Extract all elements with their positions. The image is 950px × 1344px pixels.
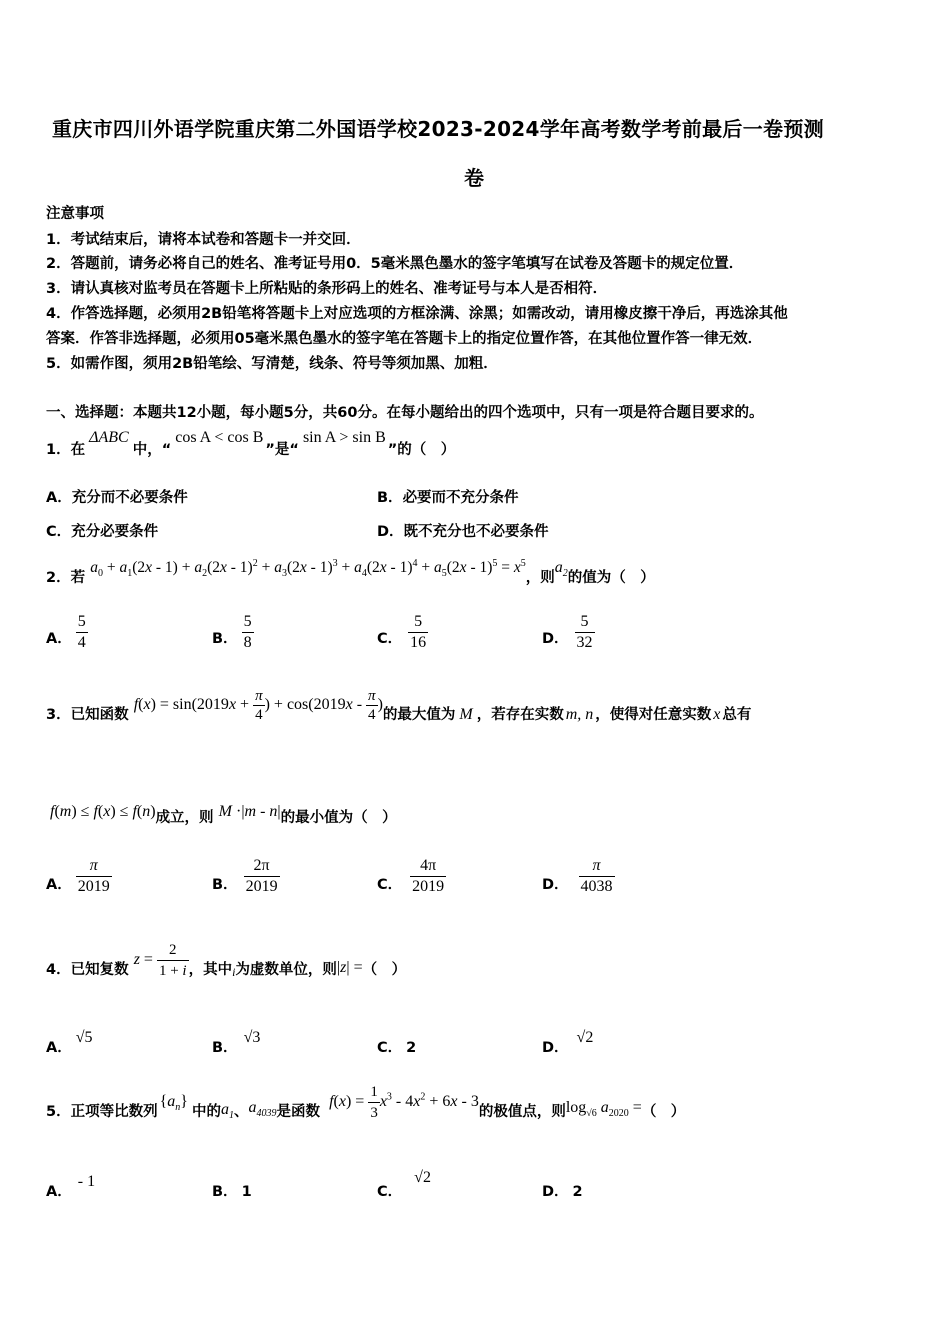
option-text: 既不充分也不必要条件 <box>403 524 549 540</box>
fraction-denominator: 8 <box>243 634 252 651</box>
fraction-denominator: 4 <box>77 634 86 651</box>
q1-option-c[interactable] <box>46 520 158 541</box>
option-fraction <box>76 612 88 653</box>
q5-option-c[interactable] <box>377 1166 431 1200</box>
option-label: C． <box>377 1040 403 1056</box>
q3-option-c[interactable] <box>377 856 446 897</box>
q5-function: f(x) = $\frac{1}{3}$ $x^3 - 4x^2 + 6x - 3$ <box>329 1084 479 1121</box>
notice-item: 3．请认真核对监考员在答题卡上所粘贴的条形码上的姓名、准考证号与本人是否相符． <box>46 281 608 297</box>
option-fraction <box>242 612 254 653</box>
q5-mid3: 的极值点，则 <box>478 1104 566 1121</box>
q3-mid1: 的最大值为 <box>382 707 456 724</box>
q3-option-d[interactable] <box>542 856 615 897</box>
option-label: B． <box>212 877 238 893</box>
fraction-denominator: 16 <box>410 634 427 651</box>
q3-frac-pi-4b: $\frac{\pi}{4}$ <box>368 688 376 723</box>
option-fraction <box>410 856 446 897</box>
q1-triangle: ΔABC <box>89 429 129 446</box>
option-label: A． <box>46 1040 72 1056</box>
fraction-numerator: 5 <box>580 613 589 630</box>
q2-post-b: 的值为（ ） <box>567 570 655 586</box>
option-fraction <box>575 612 595 653</box>
q5-pre: 5．正项等比数列 <box>46 1104 158 1121</box>
fraction-denominator: 2019 <box>412 878 445 895</box>
q5-sequence: $\{a_n\}$ <box>159 1093 188 1114</box>
q4-option-a[interactable] <box>46 1026 93 1056</box>
q2-option-c[interactable] <box>377 612 428 653</box>
fraction-numerator: 5 <box>77 613 86 630</box>
q3-expression: M ·|m - n| <box>218 803 281 820</box>
fraction-denominator: 32 <box>576 634 593 651</box>
fraction-numerator: π <box>89 857 98 874</box>
option-value: 2 <box>572 1184 583 1200</box>
option-label: D． <box>542 1184 569 1200</box>
option-text: 充分而不必要条件 <box>71 490 188 506</box>
q4-option-d[interactable] <box>542 1026 594 1056</box>
fraction-numerator: 5 <box>414 613 423 630</box>
option-value: 2 <box>406 1040 417 1056</box>
option-fraction <box>244 856 280 897</box>
option-fraction <box>579 856 615 897</box>
fraction-denominator: 4038 <box>580 878 613 895</box>
question-3-stem <box>46 688 752 734</box>
q4-abs-z: |z| = <box>336 959 363 977</box>
fraction-numerator: π <box>592 857 601 874</box>
q2-a2: $a_2$ <box>554 559 568 580</box>
q4-mid2: 为虚数单位，则 <box>235 962 337 979</box>
option-label: B． <box>212 631 238 647</box>
fraction-denominator: 2019 <box>77 878 110 895</box>
option-value: √3 <box>243 1029 261 1046</box>
q5-log: $\log_{√6} a_{2020}$ = <box>565 1099 642 1120</box>
q5-fraction: $\frac{1}{3}$ <box>370 1084 378 1121</box>
q2-option-b[interactable] <box>212 612 254 653</box>
notice-item: 2．答题前，请务必将自己的姓名、准考证号用0．5毫米黑色墨水的签字笔填写在试卷及答题卡的规定位置． <box>46 256 744 272</box>
question-2-stem <box>46 556 655 586</box>
q3-inequality: f(m) ≤ f(x) ≤ f(n) <box>50 803 156 820</box>
q3-mid2: ，若存在实数 <box>476 707 564 724</box>
question-5-stem <box>46 1082 685 1123</box>
q3-frac-pi-4: $\frac{\pi}{4}$ <box>255 688 263 723</box>
q1-option-d[interactable] <box>377 520 549 541</box>
q4-i: i <box>232 965 236 980</box>
option-value: √5 <box>75 1029 93 1046</box>
option-label: C． <box>46 524 72 540</box>
q4-pre: 4．已知复数 <box>46 962 129 979</box>
q2-pre: 2．若 <box>46 570 86 586</box>
q5-mid2: 是函数 <box>276 1104 320 1121</box>
section-heading: 一、选择题：本题共12小题，每小题5分，共60分。在每小题给出的四个选项中，只有一项是符合题目要求的。 <box>46 405 764 421</box>
option-label: D． <box>542 877 569 893</box>
q3-mn: m, n <box>565 706 594 724</box>
q3-line2-post: 的最小值为（ ） <box>280 810 397 826</box>
doc-title-line2: 卷 <box>464 166 485 190</box>
q1-mid2: ”是“ <box>265 442 299 458</box>
fraction-numerator: 4π <box>420 857 437 874</box>
fraction-denominator: 2019 <box>245 878 278 895</box>
option-value: √2 <box>576 1029 594 1046</box>
question-1-stem <box>46 426 456 458</box>
notice-item: 答案．作答非选择题，必须用05毫米黑色墨水的签字笔在答题卡上的指定位置作答，在其他位置作答一律无效． <box>46 331 763 347</box>
q1-option-b[interactable] <box>377 486 519 507</box>
notice-item: 1．考试结束后，请将本试卷和答题卡一并交回． <box>46 232 361 248</box>
q5-option-d[interactable] <box>542 1180 583 1201</box>
q5-a1: $a_1$ <box>220 1101 234 1122</box>
q5-option-b[interactable] <box>212 1180 252 1201</box>
q5-post: （ ） <box>641 1104 686 1121</box>
q2-option-a[interactable] <box>46 612 88 653</box>
option-label: A． <box>46 1184 72 1200</box>
q3-mid3: ，使得对任意实数 <box>595 707 712 724</box>
doc-title-line1: 重庆市四川外语学院重庆第二外国语学校2023-2024学年高考数学考前最后一卷预测 <box>52 117 824 141</box>
q1-mid1: 中，“ <box>132 442 172 458</box>
q4-option-b[interactable] <box>212 1026 261 1056</box>
option-value: 1 <box>241 1184 252 1200</box>
q4-mid1: ，其中 <box>188 962 233 979</box>
notice-item: 5．如需作图，须用2B铅笔绘、写清楚，线条、符号等须加黑、加粗． <box>46 356 498 372</box>
option-label: B． <box>377 490 403 506</box>
option-label: A． <box>46 490 72 506</box>
q2-post-a: ，则 <box>525 570 555 586</box>
question-3-line2 <box>50 800 397 826</box>
option-value: √2 <box>414 1169 431 1186</box>
option-fraction <box>76 856 112 897</box>
notice-item: 4．作答选择题，必须用2B铅笔将答题卡上对应选项的方框涂满、涂黑；如需改动，请用橡皮擦干净后，再选涂其他 <box>46 306 788 322</box>
option-label: C． <box>377 877 403 893</box>
q3-x: x <box>713 706 721 724</box>
q1-cond2: sin A > sin B <box>302 429 386 446</box>
notice-heading: 注意事项 <box>46 206 104 222</box>
q3-post: 总有 <box>722 707 752 724</box>
q3-function: f(x) = sin(2019x + $\frac{\pi}{4}$ ) + cos(2019x - $\frac{\pi}{4}$ ) <box>133 688 383 723</box>
option-label: D． <box>377 524 404 540</box>
fraction-numerator: 2π <box>253 857 270 874</box>
q4-option-c[interactable] <box>377 1036 416 1057</box>
q4-z-def: z = $\frac{2}{1 + i}$ <box>133 942 187 979</box>
q4-fraction: $\frac{2}{1 + i}$ <box>158 942 187 979</box>
q4-post: （ ） <box>362 962 407 979</box>
q1-post: ”的（ ） <box>387 442 456 458</box>
q1-cond1: cos A < cos B <box>175 429 264 446</box>
option-label: C． <box>377 631 403 647</box>
q2-equation: $a_0 + a_1(2x - 1) + a_2(2x - 1)^2 + a_3(2x - 1)^3 + a_4(2x - 1)^4 + a_5(2x - 1)^5 = x^5$ <box>90 557 526 580</box>
option-value: - 1 <box>77 1173 96 1190</box>
q5-mid1: 中的 <box>191 1104 221 1121</box>
q5-sep: 、 <box>233 1104 249 1121</box>
option-text: 充分必要条件 <box>71 524 159 540</box>
option-text: 必要而不充分条件 <box>402 490 519 506</box>
q3-line2-mid: 成立，则 <box>155 810 214 826</box>
q5-a4039: $a_{4039}$ <box>248 1099 277 1120</box>
option-label: D． <box>542 631 569 647</box>
option-label: B． <box>212 1184 238 1200</box>
q3-M: M <box>459 706 473 724</box>
q3-option-b[interactable] <box>212 856 280 897</box>
option-label: B． <box>212 1040 238 1056</box>
question-4-stem <box>46 940 406 981</box>
q1-option-a[interactable] <box>46 486 188 507</box>
q3-option-a[interactable] <box>46 856 112 897</box>
option-label: C． <box>377 1184 403 1200</box>
option-label: A． <box>46 877 72 893</box>
option-fraction <box>408 612 428 653</box>
q2-option-d[interactable] <box>542 612 595 653</box>
q5-option-a[interactable] <box>46 1170 96 1200</box>
q1-pre: 1．在 <box>46 442 86 458</box>
q3-pre: 3．已知函数 <box>46 707 129 724</box>
option-label: D． <box>542 1040 569 1056</box>
option-label: A． <box>46 631 72 647</box>
fraction-numerator: 5 <box>243 613 252 630</box>
